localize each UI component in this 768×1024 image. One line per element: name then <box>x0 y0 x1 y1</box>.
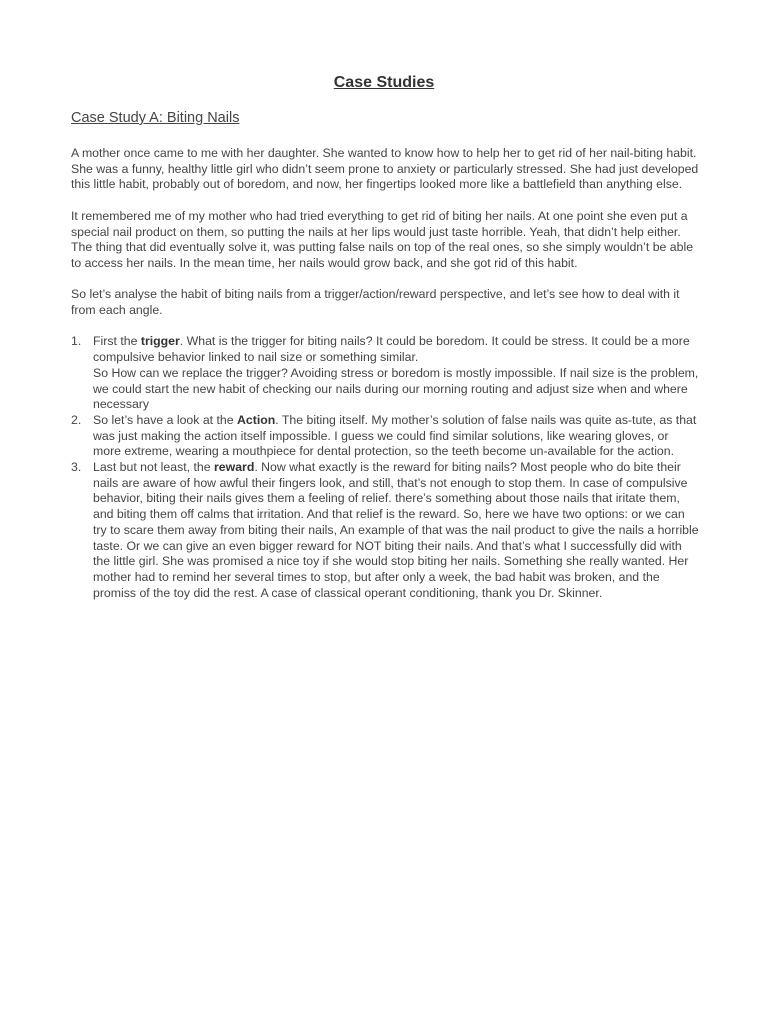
paragraph-intro: A mother once came to me with her daughter. She wanted to know how to help her to get rid of her nail-biting habit. She was a funny, healthy little girl who didn’t seem prone to anxiety or particularly stressed. She had just developed this little habit, probably out of boredom, and now, her fingertips looked more like a battlefield than anything else. <box>71 146 699 192</box>
page-title: Case Studies <box>333 74 435 91</box>
document-body <box>71 146 699 601</box>
step-text-after: . The biting itself. My mother’s solution of false nails was quite as-tute, as that was just making the action itself impossible. I guess we could find similar solutions, like wearing gloves, or more extreme, wearing a mouthpiece for dental protection, so the teeth become un-available for the action. <box>93 412 697 459</box>
paragraph-analysis: So let’s analyse the habit of biting nails from a trigger/action/reward perspective, and let’s see how to deal with it from each angle. <box>71 287 680 317</box>
step-reward <box>71 460 699 601</box>
step-action <box>71 413 699 460</box>
step-extra-text: So How can we replace the trigger? Avoiding stress or boredom is mostly impossible. If nail size is the problem, we could start the new habit of checking our nails during our morning routing and adjust size when and where necessary <box>93 365 699 412</box>
step-text-after: . What is the trigger for biting nails? It could be boredom. It could be stress. It could be a more compulsive behavior linked to nail size or something similar. <box>93 334 690 365</box>
step-keyword: Action <box>237 412 276 427</box>
step-number: 2. <box>71 412 82 427</box>
step-text-before: So let’s have a look at the <box>93 412 238 427</box>
step-text-after: . Now what exactly is the reward for biting nails? Most people who do bite their nails are aware of how awful their fingers look, and still, that’s not enough to stop them. In case of compulsive behavior, biting their nails gives them a feeling of relief. there’s something about those nails that iritate them, and biting them off calms that irritation. And that relief is the reward. So, here we have two options: or we can try to scare them away from biting their nails, An example of that was the nail product to give the nails a horrible taste. Or we can give an even bigger reward for NOT biting their nails. And that’s what I successfully did with the little girl. She was promised a nice toy if she would stop biting her nails. Something she really wanted. Her mother had to remind her several times to stop, but after only a week, the bad habit was broken, and the promiss of the toy did the rest. A case of classical operant conditioning, thank you Dr. Skinner. <box>93 460 699 600</box>
step-keyword: trigger <box>140 334 180 349</box>
step-text-before: Last but not least, the <box>93 460 214 475</box>
steps-list <box>71 334 699 601</box>
step-keyword: reward <box>214 460 255 475</box>
step-number: 3. <box>71 460 82 475</box>
step-text-before: First the <box>93 334 141 349</box>
paragraph-mother: It remembered me of my mother who had tried everything to get rid of biting her nails. At one point she even put a special nail product on them, so putting the nails at her lips would just taste horrible. Yeah, that didn’t help either. The thing that did eventually solve it, was putting false nails on top of the real ones, so she simply wouldn’t be able to access her nails. In the mean time, her nails would grow back, and she got rid of this habit. <box>71 208 694 270</box>
step-trigger <box>71 334 699 413</box>
section-heading: Case Study A: Biting Nails <box>71 110 240 126</box>
step-number: 1. <box>71 334 82 349</box>
